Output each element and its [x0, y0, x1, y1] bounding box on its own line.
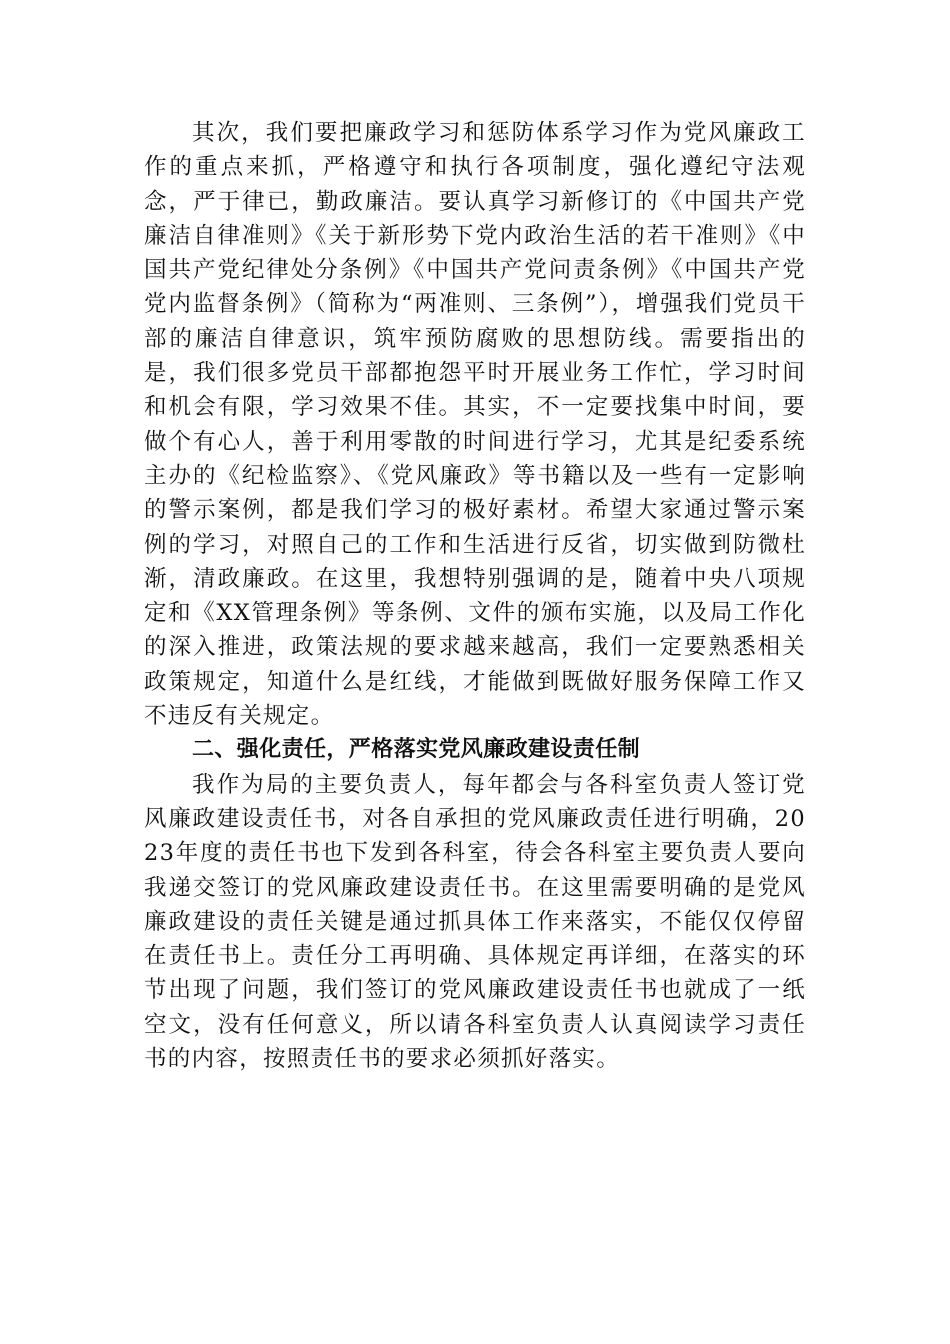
document-body — [144, 116, 806, 1076]
paragraph-responsibility: 我作为局的主要负责人，每年都会与各科室负责人签订党风廉政建设责任书，对各自承担的党风廉政责任进行明确，2023年度的责任书也下发到各科室，待会各科室主要负责人要向我递交签订的党风廉政建设责任书。在这里需要明确的是党风廉政建设的责任关键是通过抓具体工作来落实，不能仅仅停留在责任书上。责任分工再明确、具体规定再详细，在落实的环节出现了问题，我们签订的党风廉政建设责任书也就成了一纸空文，没有任何意义，所以请各科室负责人认真阅读学习责任书的内容，按照责任书的要求必须抓好落实。 — [144, 771, 806, 1073]
paragraph-study-discipline: 其次，我们要把廉政学习和惩防体系学习作为党风廉政工作的重点来抓，严格遵守和执行各项制度，强化遵纪守法观念，严于律已，勤政廉洁。要认真学习新修订的《中国共产党廉洁自律准则》《关于新形势下党内政治生活的若干准则》《中国共产党纪律处分条例》《中国共产党问责条例》《中国共产党党内监督条例》（简称为“两准则、三条例”），增强我们党员干部的廉洁自律意识，筑牢预防腐败的思想防线。需要指出的是，我们很多党员干部都抱怨平时开展业务工作忙，学习时间和机会有限，学习效果不佳。其实，不一定要找集中时间，要做个有心人，善于利用零散的时间进行学习，尤其是纪委系统主办的《纪检监察》、《党风廉政》等书籍以及一些有一定影响的警示案例，都是我们学习的极好素材。希望大家通过警示案例的学习，对照自己的工作和生活进行反省，切实做到防微杜渐，清政廉政。在这里，我想特别强调的是，随着中央八项规定和《XX管理条例》等条例、文件的颁布实施，以及局工作化的深入推进，政策法规的要求越来越高，我们一定要熟悉相关政策规定，知道什么是红线，才能做到既做好服务保障工作又不违反有关规定。 — [144, 120, 806, 730]
section-heading-responsibility: 二、强化责任，严格落实党风廉政建设责任制 — [192, 737, 641, 763]
